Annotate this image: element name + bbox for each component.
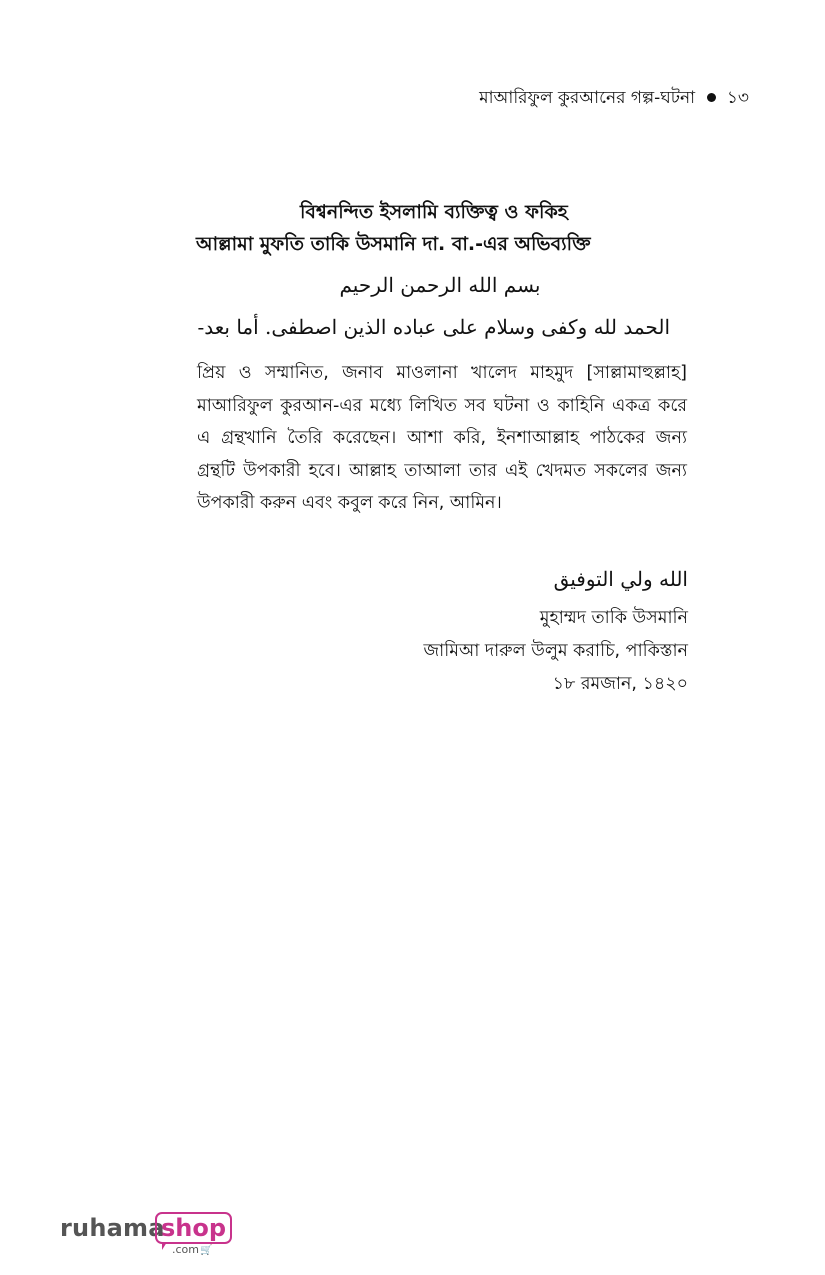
cart-icon: 🛒 (200, 1245, 213, 1256)
speech-bubble-tail-icon (162, 1242, 167, 1250)
section-title (190, 196, 690, 260)
logo-text-ruhama: ruhama (60, 1214, 165, 1242)
signature-block (423, 562, 688, 701)
page-number: ১৩ (726, 88, 749, 108)
logo-domain (172, 1243, 212, 1256)
body-paragraph: প্রিয় ও সম্মানিত, জনাব মাওলানা খালেদ মাহমুদ [সাল্লামাহুল্লাহ] মাআরিফুল কুরআন-এর মধ্যে লিখিত সব ঘটনা ও কাহিনি একত্র করে এ গ্রন্থখানি তৈরি করেছেন। আশা করি, ইনশাআল্লাহ পাঠকের জন্য গ্রন্থটি উপকারী হবে। আল্লাহ তাআলা তার এই খেদমত সকলের জন্য উপকারী করুন এবং কবুল করে নিন, আমিন। (197, 363, 687, 513)
basmala: بسم الله الرحمن الرحيم (339, 273, 541, 297)
running-header (479, 86, 749, 110)
bullet-icon (707, 93, 716, 102)
arabic-closing: الله ولي التوفيق (553, 567, 688, 591)
title-line-2: আল্লামা মুফতি তাকি উসমানি দা. বা.-এর অভিব্যক্তি (196, 233, 591, 255)
book-title: মাআরিফুল কুরআনের গল্প-ঘটনা (479, 88, 696, 108)
body-text (197, 357, 687, 520)
author-institution: জামিআ দারুল উলুম করাচি, পাকিস্তান (423, 641, 688, 661)
author-name: মুহাম্মদ তাকি উসমানি (539, 608, 688, 628)
title-line-1: বিশ্বনন্দিত ইসলামি ব্যক্তিত্ব ও ফকিহ (300, 201, 568, 223)
logo-domain-text: .com (172, 1243, 199, 1256)
date: ১৮ রমজান, ১৪২০ (552, 674, 688, 694)
hamdala: الحمد لله وكفى وسلام على عباده الذين اصطفى. أما بعد- (197, 315, 670, 339)
watermark-logo (60, 1212, 230, 1258)
logo-text-shop: shop (155, 1212, 232, 1244)
